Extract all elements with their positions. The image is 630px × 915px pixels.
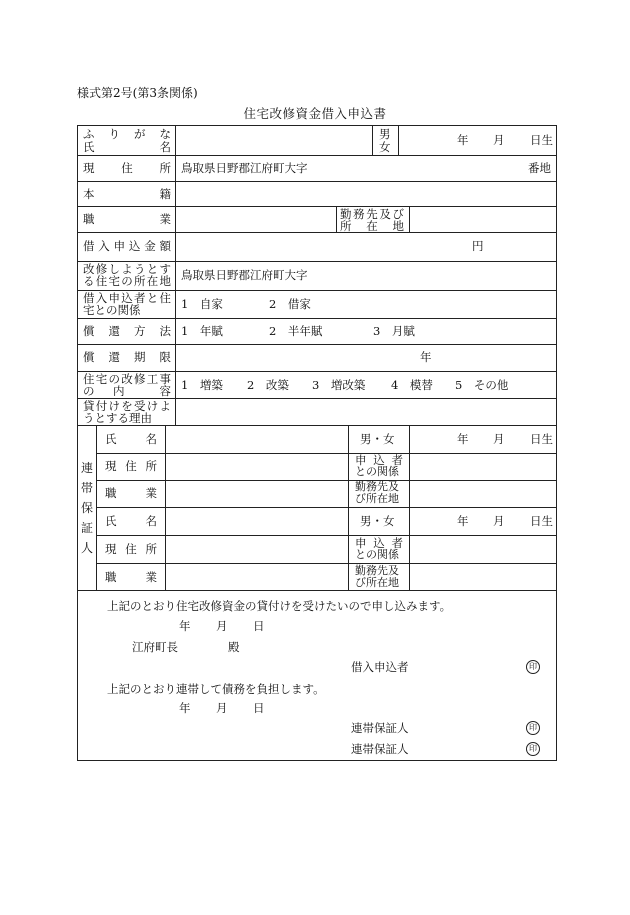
work-content-label-no: の <box>83 384 95 398</box>
yen-unit: 円 <box>472 239 484 253</box>
guarantor1-relation-label-line2: との関係 <box>355 465 399 478</box>
guarantor1-sex-option[interactable]: 男・女 <box>360 432 395 446</box>
repay-period-year-unit: 年 <box>420 350 432 364</box>
guarantor1-occupation-label: 職業 <box>105 486 157 500</box>
form-title: 住宅改修資金借入申込書 <box>243 106 387 121</box>
applicant-signature-label: 借入申込者 <box>351 660 409 674</box>
workplace-label-line1: 勤務先及び <box>340 207 404 221</box>
repay-option-semiannual[interactable]: 2 半年賦 <box>269 324 323 338</box>
declaration-date-month: 月 <box>216 619 228 633</box>
mayor-addressee: 江府町長 <box>132 640 178 654</box>
guarantor-date-month: 月 <box>216 701 228 715</box>
repay-method-label: 償還方法 <box>83 324 171 338</box>
guarantor1-name-label: 氏名 <box>105 432 157 446</box>
guarantor2-occupation-label: 職業 <box>105 570 157 584</box>
banchi-unit: 番地 <box>528 161 551 175</box>
occupation-label: 職業 <box>83 212 171 226</box>
declaration-text: 上記のとおり住宅改修資金の貸付けを受けたいので申し込みます。 <box>107 599 452 613</box>
declaration-date-year: 年 <box>179 619 191 633</box>
guarantor2-relation-label-line2: との関係 <box>355 548 399 561</box>
name-label: 氏名 <box>83 140 171 154</box>
guarantor1-birth-year: 年 <box>457 432 469 446</box>
guarantor2-name-label: 氏名 <box>105 514 157 528</box>
relation-option-own[interactable]: 1 自家 <box>181 297 223 311</box>
work-option-extension[interactable]: 1 増築 <box>181 378 223 392</box>
sex-female-option[interactable]: 女 <box>379 140 391 154</box>
guarantor-declaration-text: 上記のとおり連帯して債務を負担します。 <box>107 682 325 696</box>
address-label: 現住所 <box>83 161 171 175</box>
guarantor2-relation-label-line1: 申込者 <box>355 536 403 550</box>
applicant-seal-icon: 印 <box>526 660 540 674</box>
furigana-label: ふりがな <box>83 127 171 141</box>
guarantor2-workplace-label-line2: び所在地 <box>355 576 399 589</box>
guarantor1-address-label: 現住所 <box>105 459 157 473</box>
guarantor1-birth-month: 月 <box>493 432 505 446</box>
birth-month-unit: 月 <box>493 133 505 147</box>
reason-label-line1: 貸付けを受けよ <box>83 399 171 413</box>
work-content-label-naiyo: 内容 <box>113 384 171 398</box>
work-option-extension-renovation[interactable]: 3 増改築 <box>312 378 366 392</box>
guarantor-section-label: 連 帯 保 証 人 <box>80 461 93 555</box>
workplace-label-line2: 所在地 <box>340 219 404 233</box>
loan-amount-label: 借入申込金額 <box>83 239 171 253</box>
honseki-label: 本籍 <box>83 187 171 201</box>
repay-option-annual[interactable]: 1 年賦 <box>181 324 223 338</box>
birth-year-unit: 年 <box>457 133 469 147</box>
guarantor1-signature-label: 連帯保証人 <box>351 721 409 735</box>
reform-location-value: 鳥取県日野郡江府町大字 <box>181 268 308 282</box>
guarantor1-relation-label-line1: 申込者 <box>355 453 403 467</box>
reform-location-label-line1: 改修しようとす <box>83 262 171 276</box>
guarantor1-seal-icon: 印 <box>526 721 540 735</box>
work-option-other[interactable]: 5 その他 <box>455 378 509 392</box>
repay-option-monthly[interactable]: 3 月賦 <box>373 324 415 338</box>
guarantor2-birth-month: 月 <box>493 514 505 528</box>
guarantor-date-day: 日 <box>253 701 265 715</box>
guarantor2-address-label: 現住所 <box>105 542 157 556</box>
guarantor1-workplace-label-line2: び所在地 <box>355 492 399 505</box>
address-prefix: 鳥取県日野郡江府町大字 <box>181 161 308 175</box>
relation-label-line2: 宅との関係 <box>83 303 141 317</box>
relation-label-line1: 借入申込者と住 <box>83 291 171 305</box>
guarantor2-workplace-label-line1: 勤務先及 <box>355 564 399 577</box>
guarantor1-birth-day: 日生 <box>530 432 553 446</box>
reform-location-label-line2: る住宅の所在地 <box>83 274 171 288</box>
dono-honorific: 殿 <box>228 640 240 654</box>
relation-option-rent[interactable]: 2 借家 <box>269 297 311 311</box>
work-option-remodel[interactable]: 4 模替 <box>391 378 433 392</box>
work-content-label-line1: 住宅の改修工事 <box>83 372 171 386</box>
reason-label-line2: うとする理由 <box>83 411 152 425</box>
guarantor2-seal-icon: 印 <box>526 742 540 756</box>
guarantor2-birth-day: 日生 <box>530 514 553 528</box>
application-form <box>77 125 557 761</box>
work-option-renovation[interactable]: 2 改築 <box>247 378 289 392</box>
declaration-date-day: 日 <box>253 619 265 633</box>
form-number-header: 様式第2号(第3条関係) <box>77 86 198 100</box>
sex-male-option[interactable]: 男 <box>379 127 391 141</box>
guarantor2-sex-option[interactable]: 男・女 <box>360 514 395 528</box>
guarantor2-signature-label: 連帯保証人 <box>351 742 409 756</box>
guarantor1-workplace-label-line1: 勤務先及 <box>355 480 399 493</box>
guarantor-date-year: 年 <box>179 701 191 715</box>
guarantor2-birth-year: 年 <box>457 514 469 528</box>
birth-day-unit: 日生 <box>530 133 553 147</box>
repay-period-label: 償還期限 <box>83 350 171 364</box>
